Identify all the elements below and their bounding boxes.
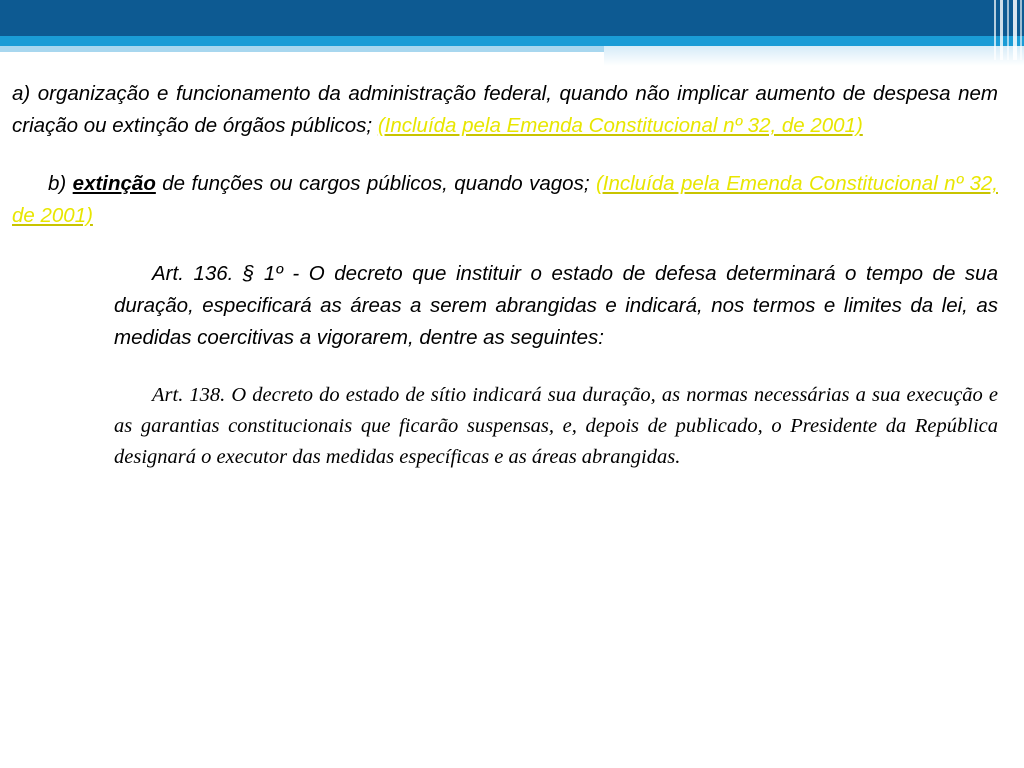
header-stripe-light [0,46,604,52]
amendment-link-a[interactable]: (Incluída pela Emenda Constitucional nº 32, de 2001) [377,114,863,137]
decorative-lines-icon [988,0,1024,60]
header-bar [0,0,1024,36]
header-stripe-fade [604,46,1024,66]
slide-body [12,78,998,473]
paragraph-a [12,78,998,142]
paragraph-b-text: de funções ou cargos públicos, quando vagos; [155,172,596,195]
header-stripe [0,36,1024,46]
amendment-link-b[interactable]: (Incluída pela Emenda Constitucional nº 32, de 2001) [12,172,998,227]
article-136 [114,258,998,354]
paragraph-b-prefix: b) [48,172,73,195]
article-138 [114,380,998,473]
highlighted-term: extinção [72,172,156,195]
article-136-text: Art. 136. § 1º - O decreto que instituir o estado de defesa determinará o tempo de sua duração, especificará as áreas a serem abrangidas e indicará, nos termos e limites da lei, as medidas coercitivas a vigorarem, dentre as seguintes: [114,262,998,349]
article-138-text: Art. 138. O decreto do estado de sítio indicará sua duração, as normas necessárias a sua execução e as garantias constitucionais que ficarão suspensas, e, depois de publicado, o Presidente da República designará o executor das medidas específicas e as áreas abrangidas. [114,384,998,468]
paragraph-a-text: a) organização e funcionamento da administração federal, quando não implicar aumento de despesa nem criação ou extinção de órgãos públicos; [12,82,998,137]
paragraph-b [12,168,998,232]
